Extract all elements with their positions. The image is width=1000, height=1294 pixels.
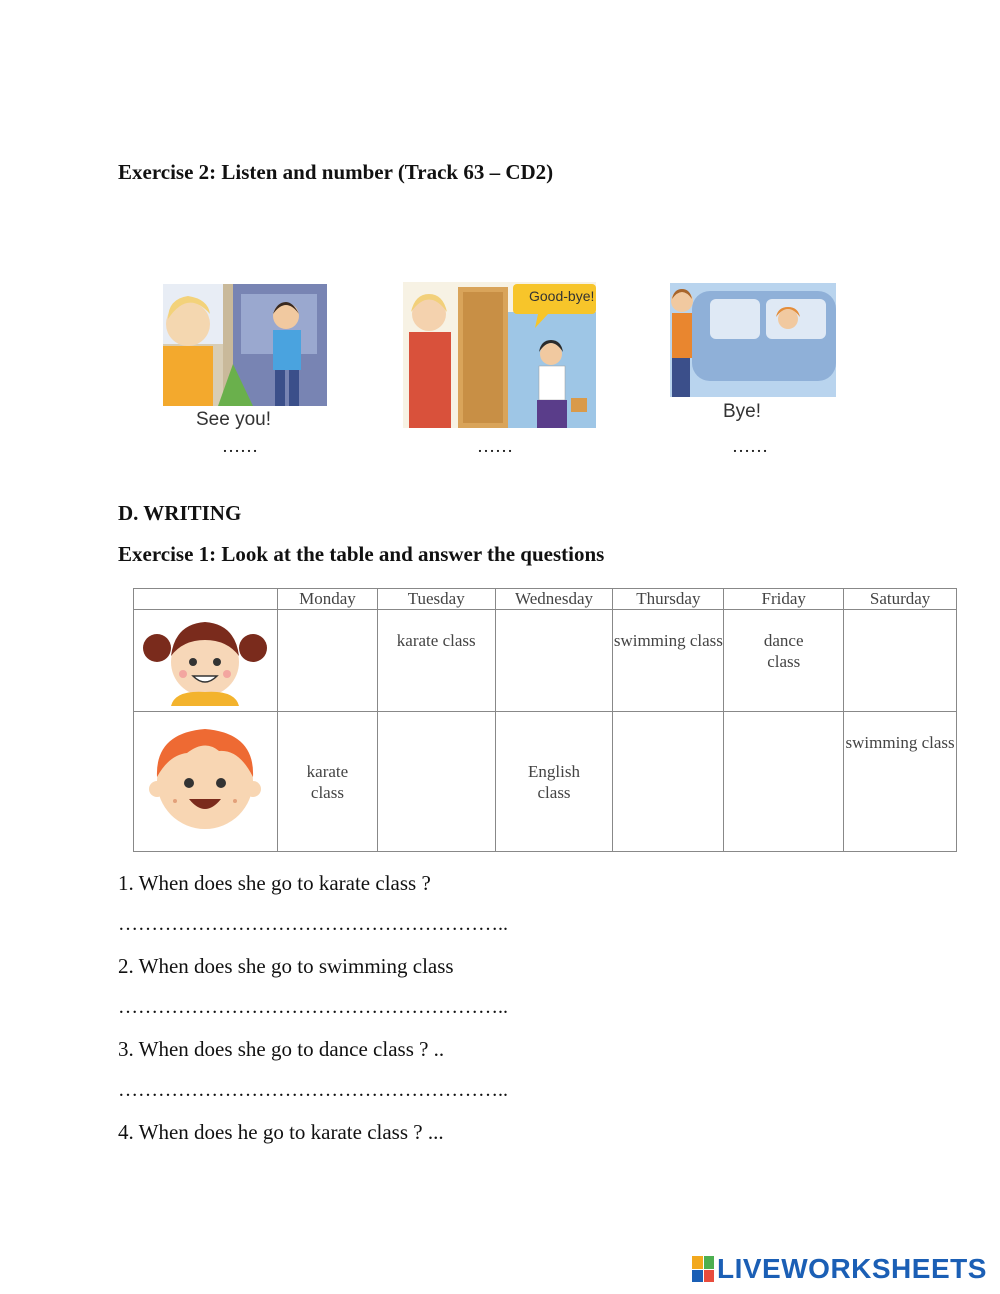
- header-day: Wednesday: [495, 589, 613, 610]
- girl-thursday: swimming class: [613, 610, 724, 712]
- boy-face-icon: [135, 719, 275, 839]
- girl-saturday: [844, 610, 957, 712]
- girl-friday: dance class: [724, 610, 844, 712]
- logo-mark-icon: [692, 1256, 714, 1282]
- header-day: Saturday: [844, 589, 957, 610]
- answer-line-1[interactable]: …………………………………………………..: [118, 913, 508, 935]
- header-blank: [134, 589, 278, 610]
- picture-caption-bye: Bye!: [723, 401, 762, 422]
- boy-avatar: [134, 712, 278, 852]
- header-day: Monday: [277, 589, 377, 610]
- question-3: 3. When does she go to dance class ? ..: [118, 1037, 445, 1061]
- girl-tuesday: karate class: [377, 610, 495, 712]
- table-header-row: [134, 589, 957, 610]
- boy-monday: karate class: [277, 712, 377, 852]
- table-row-girl: [134, 610, 957, 712]
- logo-text: LIVEWORKSHEETS: [717, 1253, 987, 1284]
- boy-thursday: [613, 712, 724, 852]
- girl-face-icon: [135, 610, 275, 706]
- exercise2-title: Exercise 2: Listen and number (Track 63 – CD2): [118, 160, 554, 184]
- header-day: Friday: [724, 589, 844, 610]
- boy-tuesday: [377, 712, 495, 852]
- question-2: 2. When does she go to swimming class: [118, 954, 454, 978]
- girl-wednesday: [495, 610, 613, 712]
- picture-bye: [670, 283, 836, 397]
- header-day: Thursday: [613, 589, 724, 610]
- table-row-boy: [134, 712, 957, 852]
- answer-blank-1[interactable]: ……: [222, 436, 258, 456]
- answer-blank-2[interactable]: ……: [477, 436, 513, 456]
- answer-blank-3[interactable]: ……: [732, 436, 768, 456]
- schedule-table: [133, 588, 957, 852]
- exercise1-title: Exercise 1: Look at the table and answer the questions: [118, 542, 605, 566]
- picture-see-you: [163, 284, 327, 406]
- picture-caption-see-you: See you!: [196, 409, 271, 430]
- question-4: 4. When does he go to karate class ? ...: [118, 1120, 444, 1144]
- boy-friday: [724, 712, 844, 852]
- section-title-writing: D. WRITING: [118, 501, 242, 525]
- header-day: Tuesday: [377, 589, 495, 610]
- answer-line-2[interactable]: …………………………………………………..: [118, 996, 508, 1018]
- girl-avatar: [134, 610, 278, 712]
- answer-line-3[interactable]: …………………………………………………..: [118, 1079, 508, 1101]
- girl-monday: [277, 610, 377, 712]
- question-1: 1. When does she go to karate class ?: [118, 871, 431, 895]
- speech-bubble-text: Good-bye!: [529, 288, 595, 304]
- liveworksheets-logo: [692, 1253, 987, 1285]
- picture-good-bye: [403, 282, 596, 428]
- boy-saturday: swimming class: [844, 712, 957, 852]
- boy-wednesday: English class: [495, 712, 613, 852]
